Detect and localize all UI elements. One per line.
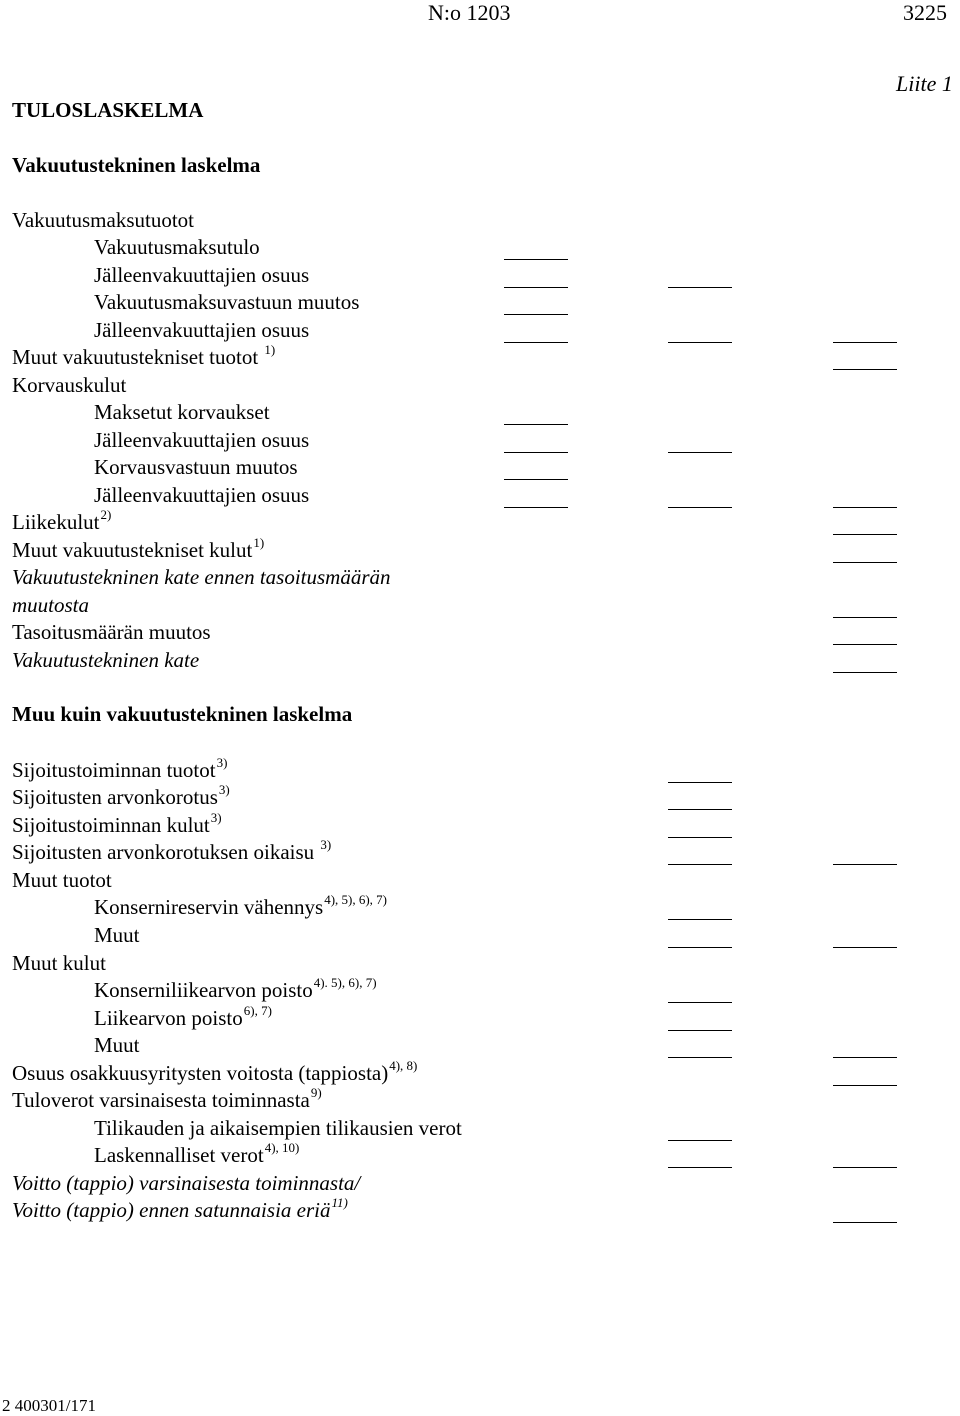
row-label: Muut [94, 923, 140, 947]
row-label: Jälleenvakuuttajien osuus [94, 318, 310, 342]
row-label: Muut kulut [12, 951, 106, 975]
amount-blank [504, 507, 568, 508]
table-row [0, 1115, 960, 1142]
amount-blank [668, 782, 732, 783]
row-label: Maksetut korvaukset [94, 400, 270, 424]
amount-blank [504, 452, 568, 453]
table-row [0, 207, 960, 234]
amount-blank [833, 1085, 897, 1086]
annex-label: Liite 1 [896, 71, 953, 96]
row-label: Tilikauden ja aikaisempien tilikausien verot [94, 1116, 462, 1140]
table-row [0, 372, 960, 399]
footnote-ref: 1) [253, 535, 265, 550]
page-number: 3225 [903, 0, 947, 25]
table-row [0, 317, 960, 344]
row-label: Tuloverot varsinaisesta toiminnasta$^{9)}$ [12, 1085, 322, 1112]
footnote-ref: 2) [100, 507, 112, 522]
row-label: Vakuutusmaksutuotot [12, 208, 194, 232]
amount-blank [833, 617, 897, 618]
table-row [0, 564, 960, 591]
amount-blank [668, 809, 732, 810]
amount-blank [504, 314, 568, 315]
footnote-ref: 9) [310, 1085, 322, 1100]
table-row [0, 454, 960, 481]
table-row [0, 1087, 960, 1114]
row-label: Vakuutustekninen kate ennen tasoitusmäärän [12, 565, 391, 589]
document-number: N:o 1203 [428, 0, 511, 25]
amount-blank [504, 259, 568, 260]
table-row [0, 509, 960, 536]
amount-blank [833, 507, 897, 508]
footnote-ref: 11) [331, 1195, 348, 1210]
table-row [0, 922, 960, 949]
amount-blank [668, 287, 732, 288]
table-row [0, 647, 960, 674]
table-row [0, 289, 960, 316]
amount-blank [833, 534, 897, 535]
table-row [0, 619, 960, 646]
table-row [0, 784, 960, 811]
row-label: Muut tuotot [12, 868, 112, 892]
row-label: Tasoitusmäärän muutos [12, 620, 211, 644]
row-label: Sijoitustoiminnan kulut$^{3)}$ [12, 810, 222, 837]
table-row [0, 894, 960, 921]
row-label: Muut vakuutustekniset tuotot $^{1)}$ [12, 342, 276, 369]
row-label: Korvauskulut [12, 373, 127, 397]
amount-blank [833, 1167, 897, 1168]
amount-blank [833, 864, 897, 865]
table-row [0, 399, 960, 426]
footer-code: 2 400301/171 [2, 1396, 96, 1415]
amount-blank [668, 342, 732, 343]
table-row [0, 757, 960, 784]
table-row [0, 262, 960, 289]
footnote-ref: 3) [218, 782, 230, 797]
table-row [0, 482, 960, 509]
table-row [0, 812, 960, 839]
table-row [0, 1005, 960, 1032]
footnote-ref: 3) [216, 755, 228, 770]
amount-blank [504, 342, 568, 343]
amount-blank [833, 644, 897, 645]
amount-blank [668, 1030, 732, 1031]
row-label: Liikearvon poisto$^{6), 7)}$ [94, 1003, 272, 1030]
row-label: Liikekulut$^{2)}$ [12, 507, 112, 534]
amount-blank [504, 479, 568, 480]
row-label: Jälleenvakuuttajien osuus [94, 263, 310, 287]
row-label: Vakuutusmaksutulo [94, 235, 260, 259]
footnote-ref: 4), 10) [264, 1140, 300, 1155]
amount-blank [668, 507, 732, 508]
footnote-ref: 4). 5), 6), 7) [313, 975, 377, 990]
table-row [0, 1197, 960, 1224]
table-row [0, 1060, 960, 1087]
section-heading-technical: Vakuutustekninen laskelma [12, 153, 261, 177]
table-row [0, 537, 960, 564]
table-row [0, 427, 960, 454]
table-row [0, 592, 960, 619]
amount-blank [833, 562, 897, 563]
amount-blank [668, 1057, 732, 1058]
table-row [0, 1032, 960, 1059]
table-row [0, 234, 960, 261]
table-row [0, 344, 960, 371]
row-label: Vakuutustekninen kate [12, 648, 200, 672]
row-label: Muut vakuutustekniset kulut$^{1)}$ [12, 535, 265, 562]
table-row [0, 1170, 960, 1197]
row-label: Jälleenvakuuttajien osuus [94, 483, 310, 507]
section-heading-non-technical: Muu kuin vakuutustekninen laskelma [12, 702, 353, 726]
amount-blank [504, 287, 568, 288]
amount-blank [833, 369, 897, 370]
amount-blank [833, 947, 897, 948]
table-row [0, 867, 960, 894]
page-title: TULOSLASKELMA [12, 98, 204, 122]
table-row [0, 950, 960, 977]
row-label: Muut [94, 1033, 140, 1057]
amount-blank [504, 424, 568, 425]
row-label: muutosta [12, 593, 90, 617]
row-label: Sijoitusten arvonkorotuksen oikaisu $^{3)}$ [12, 837, 332, 864]
amount-blank [833, 1222, 897, 1223]
row-label: Korvausvastuun muutos [94, 455, 298, 479]
amount-blank [668, 1140, 732, 1141]
footnote-ref: 4), 8) [389, 1058, 418, 1073]
amount-blank [668, 837, 732, 838]
amount-blank [668, 1002, 732, 1003]
row-label: Laskennalliset verot$^{4), 10)}$ [94, 1140, 300, 1167]
footnote-ref: 1) [264, 342, 276, 357]
amount-blank [833, 672, 897, 673]
row-label: Voitto (tappio) ennen satunnaisia eriä$^{11)}$ [12, 1195, 348, 1222]
amount-blank [668, 947, 732, 948]
row-label: Konsernireservin vähennys$^{4), 5), 6), 7)}$ [94, 892, 388, 919]
row-label: Osuus osakkuusyritysten voitosta (tappiosta)$^{4), 8)}$ [12, 1058, 418, 1085]
footnote-ref: 3) [320, 837, 332, 852]
amount-blank [668, 919, 732, 920]
table-row [0, 1142, 960, 1169]
table-row [0, 977, 960, 1004]
amount-blank [668, 864, 732, 865]
row-label: Voitto (tappio) varsinaisesta toiminnasta/ [12, 1171, 361, 1195]
footnote-ref: 3) [210, 810, 222, 825]
row-label: Jälleenvakuuttajien osuus [94, 428, 310, 452]
amount-blank [668, 1167, 732, 1168]
row-label: Sijoitusten arvonkorotus$^{3)}$ [12, 782, 230, 809]
amount-blank [668, 452, 732, 453]
row-label: Vakuutusmaksuvastuun muutos [94, 290, 360, 314]
footnote-ref: 6), 7) [243, 1003, 272, 1018]
table-row [0, 839, 960, 866]
footnote-ref: 4), 5), 6), 7) [324, 892, 388, 907]
row-label: Sijoitustoiminnan tuotot$^{3)}$ [12, 755, 228, 782]
amount-blank [833, 1057, 897, 1058]
amount-blank [833, 342, 897, 343]
row-label: Konserniliikearvon poisto$^{4). 5), 6), 7)}$ [94, 975, 377, 1002]
